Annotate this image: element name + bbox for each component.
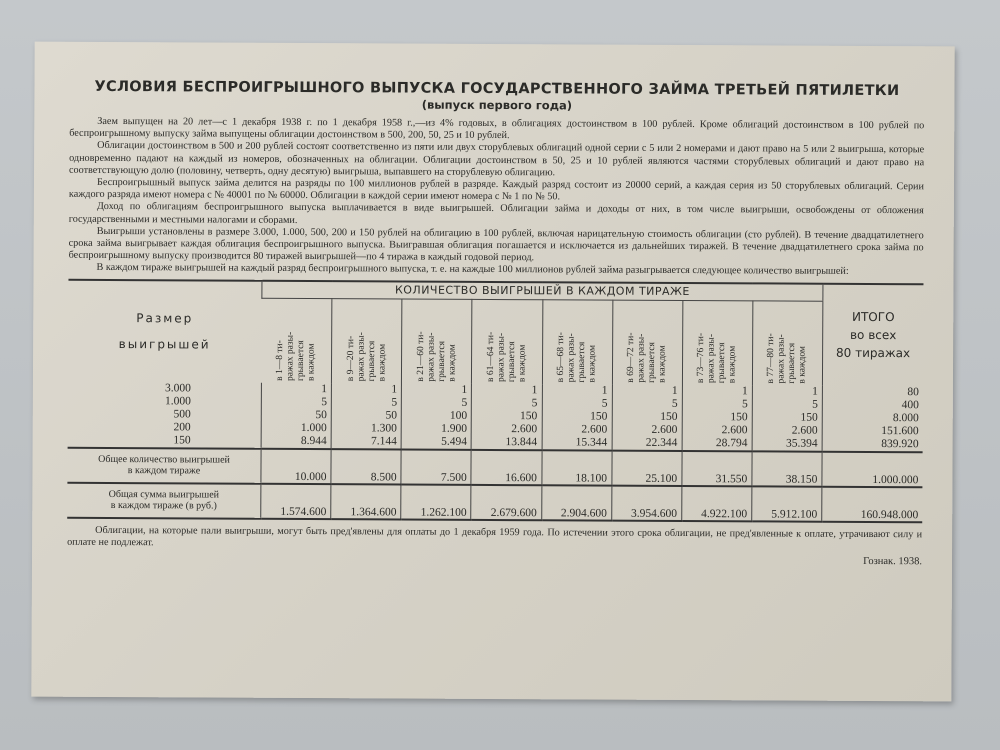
prize-size: 3.000 — [165, 381, 191, 395]
conditions-text — [69, 116, 925, 279]
draw-range-label: в 9—20 ти- ражах разы- грывается в каждом — [345, 331, 388, 382]
draw-range-header — [472, 299, 543, 384]
draw-count-value: 2.600 — [721, 423, 748, 436]
draw-range-label: в 77—80 ти- ражах разы- грывается в каждом — [766, 332, 809, 384]
draw-range-header — [542, 299, 613, 384]
header-line: Размер — [136, 311, 194, 326]
draw-count-value: 1 — [812, 385, 818, 398]
draw-range-label: в 73—76 ти- ражах разы- грывается в каждом — [696, 332, 738, 383]
draw-count-value: 35.394 — [785, 437, 818, 450]
draw-range-label: в 69—72 ти- ражах разы- грывается в каждом — [626, 332, 668, 383]
draw-count-value: 5.494 — [441, 435, 468, 448]
prize-size-cell — [68, 381, 262, 448]
draw-count-value: 5 — [741, 397, 748, 410]
bond-back-paper — [31, 42, 954, 702]
draw-count-value: 15.344 — [575, 436, 608, 449]
draw-count-value: 7.144 — [370, 435, 397, 448]
row-label — [67, 482, 261, 518]
row-label — [67, 447, 261, 483]
total-value: 400 — [901, 398, 919, 411]
draw-count-value: 1.300 — [371, 422, 397, 435]
row-value: 8.500 — [331, 449, 401, 484]
row-value: 16.600 — [471, 450, 541, 485]
draw-range-header — [612, 300, 683, 385]
table-row — [68, 381, 923, 451]
condition-paragraph: Доход по облигациям беспроигрышного выпуска выплачивается в виде выигрышей. Облигации займа и доходы от них, в том числе выигрыши, освобождены от обложения государственными и местными налогами и сборами. — [68, 201, 924, 226]
draw-range-label: в 65—68 ти- ражах разы- грывается в каждом — [556, 331, 598, 383]
draw-count-value: 150 — [730, 410, 748, 423]
draw-count-value: 5 — [671, 397, 678, 410]
row-value: 10.000 — [261, 448, 331, 483]
draw-count-value: 2.600 — [651, 423, 678, 436]
total-header — [822, 283, 923, 386]
document-subtitle: (выпуск первого года) — [421, 97, 573, 113]
draw-count-value: 1 — [601, 384, 608, 397]
total-value: 839.920 — [881, 437, 919, 450]
total-sum-row — [67, 482, 922, 521]
draw-count-value: 150 — [519, 409, 538, 422]
header-line: выигрышей — [118, 337, 211, 352]
draw-count-value: 2.600 — [791, 424, 818, 437]
prize-table — [67, 278, 923, 522]
row-value: 2.904.600 — [541, 485, 611, 520]
row-label-line: в каждом тираже — [127, 465, 201, 477]
row-value: 5.912.100 — [752, 486, 822, 521]
draw-count-cell — [682, 385, 752, 451]
draw-count-cell — [612, 384, 682, 450]
condition-paragraph: В каждом тираже выигрышей на каждый разряд беспроигрышного выпуска, т. е. на каждые 100 миллионов рублей займа разыгрывается следующее количество выигрышей: — [96, 262, 849, 278]
row-value: 3.954.600 — [611, 485, 681, 520]
row-value: 25.100 — [612, 450, 682, 485]
condition-paragraph: Беспроигрышный выпуск займа делится на разряды по 100 миллионов рублей в разряде. Каждый разряд состоит из 20000 серий, а каждая серия из 50 сторублевых облигаций. Серии каждого разряда имеют номера с № 40001 по № 60000. Облигации в каждой серии имеют номера с № 1 по № 50. — [68, 176, 925, 203]
draw-count-value: 50 — [385, 409, 398, 422]
draw-count-value: 100 — [449, 409, 468, 422]
draw-count-value: 150 — [800, 411, 818, 424]
draw-count-value: 1 — [321, 382, 328, 395]
draw-range-label: в 61—64 ти- ражах разы- грывается в каждом — [485, 331, 528, 382]
row-value: 31.550 — [682, 451, 752, 486]
condition-paragraph: Заем выпущен на 20 лет—с 1 декабря 1938 г. по 1 декабря 1958 г.,—из 4% годовых, в облигациях достоинством в 100 рублей. Кроме облигаций достоинством в 100 рублей по беспроигрышному выпуску займа выпущены облигации достоинством в 500, 200, 50, 25 и 10 рублей. — [69, 115, 925, 142]
prize-size-header — [68, 279, 262, 382]
draw-count-value: 5 — [461, 396, 468, 409]
draw-range-header — [752, 300, 823, 385]
condition-paragraph: Выигрыши установлены в размере 3.000, 1.000, 500, 200 и 150 рублей на облигацию в 100 рублей, включая нарицательную стоимость облигации (сто рублей). В течение двадцатилетнего срока займа выигрывает каждая облигация беспроигрышного выпуска. Выигравшая облигация погашается и исключается из дальнейших тиражей. В течение двадцатилетнего срока займа по беспроигрышному выпуску производится 80 тиражей выигрышей—по 4 тиража в каждый годовой период. — [68, 225, 924, 264]
draw-count-value: 28.794 — [715, 436, 748, 449]
printer-imprint: Гознак. 1938. — [863, 555, 923, 567]
prize-size: 150 — [173, 433, 191, 447]
draw-count-value: 1 — [461, 383, 468, 396]
row-total: 1.000.000 — [822, 451, 923, 487]
draw-range-label: в 21—60 ти- ражах разы- грывается в каждом — [415, 331, 458, 382]
condition-paragraph: Облигации достоинством в 500 и 200 рублей состоят соответственно из пяти или двух сторублевых облигаций одной серии с 5 или 2 номерами и дают право на 5 или 2 выигрыша, которые одновременно падают на каждый из номеров, обозначенных на облигации. Облигации достоинством в 50, 25 и 10 рублей являются частями сторублевых облигаций и дают право на соответствующую долю (половину, четверть, одну десятую) выигрыша, выпавшего на сторублевую облигацию. — [69, 140, 925, 179]
draw-count-value: 5 — [531, 396, 538, 409]
draw-count-value: 2.600 — [511, 422, 538, 435]
draw-count-value: 13.844 — [505, 435, 538, 448]
draw-range-header — [332, 298, 403, 383]
draw-count-value: 150 — [590, 410, 608, 423]
prize-size: 1.000 — [164, 394, 191, 408]
document-title: УСЛОВИЯ БЕСПРОИГРЫШНОГО ВЫПУСКА ГОСУДАРСТВЕННОГО ЗАЙМА ТРЕТЬЕЙ ПЯТИЛЕТКИ — [94, 78, 900, 100]
row-value: 4.922.100 — [681, 486, 751, 521]
draw-count-cell — [401, 383, 471, 449]
row-total: 160.948.000 — [822, 486, 923, 522]
draw-count-cell — [542, 384, 612, 450]
header-line: 80 тиражах — [836, 345, 911, 361]
draw-count-value: 150 — [660, 410, 678, 423]
draw-count-value: 8.944 — [300, 434, 327, 447]
row-label-line: в каждом тираже (в руб.) — [110, 500, 217, 512]
header-line: ИТОГО — [851, 310, 895, 325]
draw-count-value: 1.000 — [300, 421, 327, 434]
table-header-row — [68, 279, 923, 301]
row-value: 1.364.600 — [331, 484, 401, 519]
row-value: 38.150 — [752, 451, 822, 486]
header-line: во всех — [849, 328, 897, 343]
draw-count-value: 5 — [601, 397, 608, 410]
draw-count-value: 1 — [741, 384, 748, 397]
draw-count-cell — [752, 385, 822, 451]
prize-size: 200 — [173, 420, 191, 434]
draw-count-value: 50 — [315, 408, 327, 421]
draw-count-value: 1 — [391, 383, 398, 396]
row-label-line: Общая сумма выигрышей — [108, 489, 220, 501]
total-cell — [822, 385, 923, 452]
draw-range-header — [402, 299, 473, 384]
draw-count-value: 1 — [531, 383, 538, 396]
total-count-row — [67, 447, 922, 486]
prize-size: 500 — [173, 407, 191, 421]
total-value: 8.000 — [892, 411, 919, 424]
draw-range-label: в 1—8 ти- ражах разы- грывается в каждом — [275, 331, 317, 381]
total-value: 151.600 — [881, 424, 919, 437]
draw-count-group-header: КОЛИЧЕСТВО ВЫИГРЫШЕЙ В КАЖДОМ ТИРАЖЕ — [262, 280, 823, 300]
draw-count-value: 5 — [391, 396, 398, 409]
draw-count-value: 5 — [812, 398, 818, 411]
draw-count-value: 22.344 — [645, 436, 678, 449]
draw-count-cell — [261, 382, 331, 448]
row-value: 2.679.600 — [471, 485, 541, 520]
draw-count-value: 5 — [321, 395, 327, 408]
draw-range-header — [261, 298, 332, 383]
draw-count-value: 1 — [671, 384, 678, 397]
draw-count-cell — [331, 383, 401, 449]
draw-count-value: 2.600 — [581, 423, 608, 436]
draw-count-cell — [471, 384, 541, 450]
redemption-note: Облигации, на которые пали выигрыши, могут быть пред'явлены для оплаты до 1 декабря 1959 года. По истечении этого срока облигации, не пред'явленные к оплате, утрачивают силу и оплате не подлежат. — [67, 524, 923, 549]
row-value: 7.500 — [401, 449, 471, 484]
total-value: 80 — [907, 385, 919, 398]
draw-range-header — [682, 300, 753, 385]
row-label-line: Общее количество выигрышей — [98, 454, 230, 466]
draw-count-value: 1.900 — [441, 422, 468, 435]
row-value: 1.262.100 — [401, 484, 471, 519]
row-value: 1.574.600 — [261, 483, 331, 518]
row-value: 18.100 — [541, 450, 611, 485]
